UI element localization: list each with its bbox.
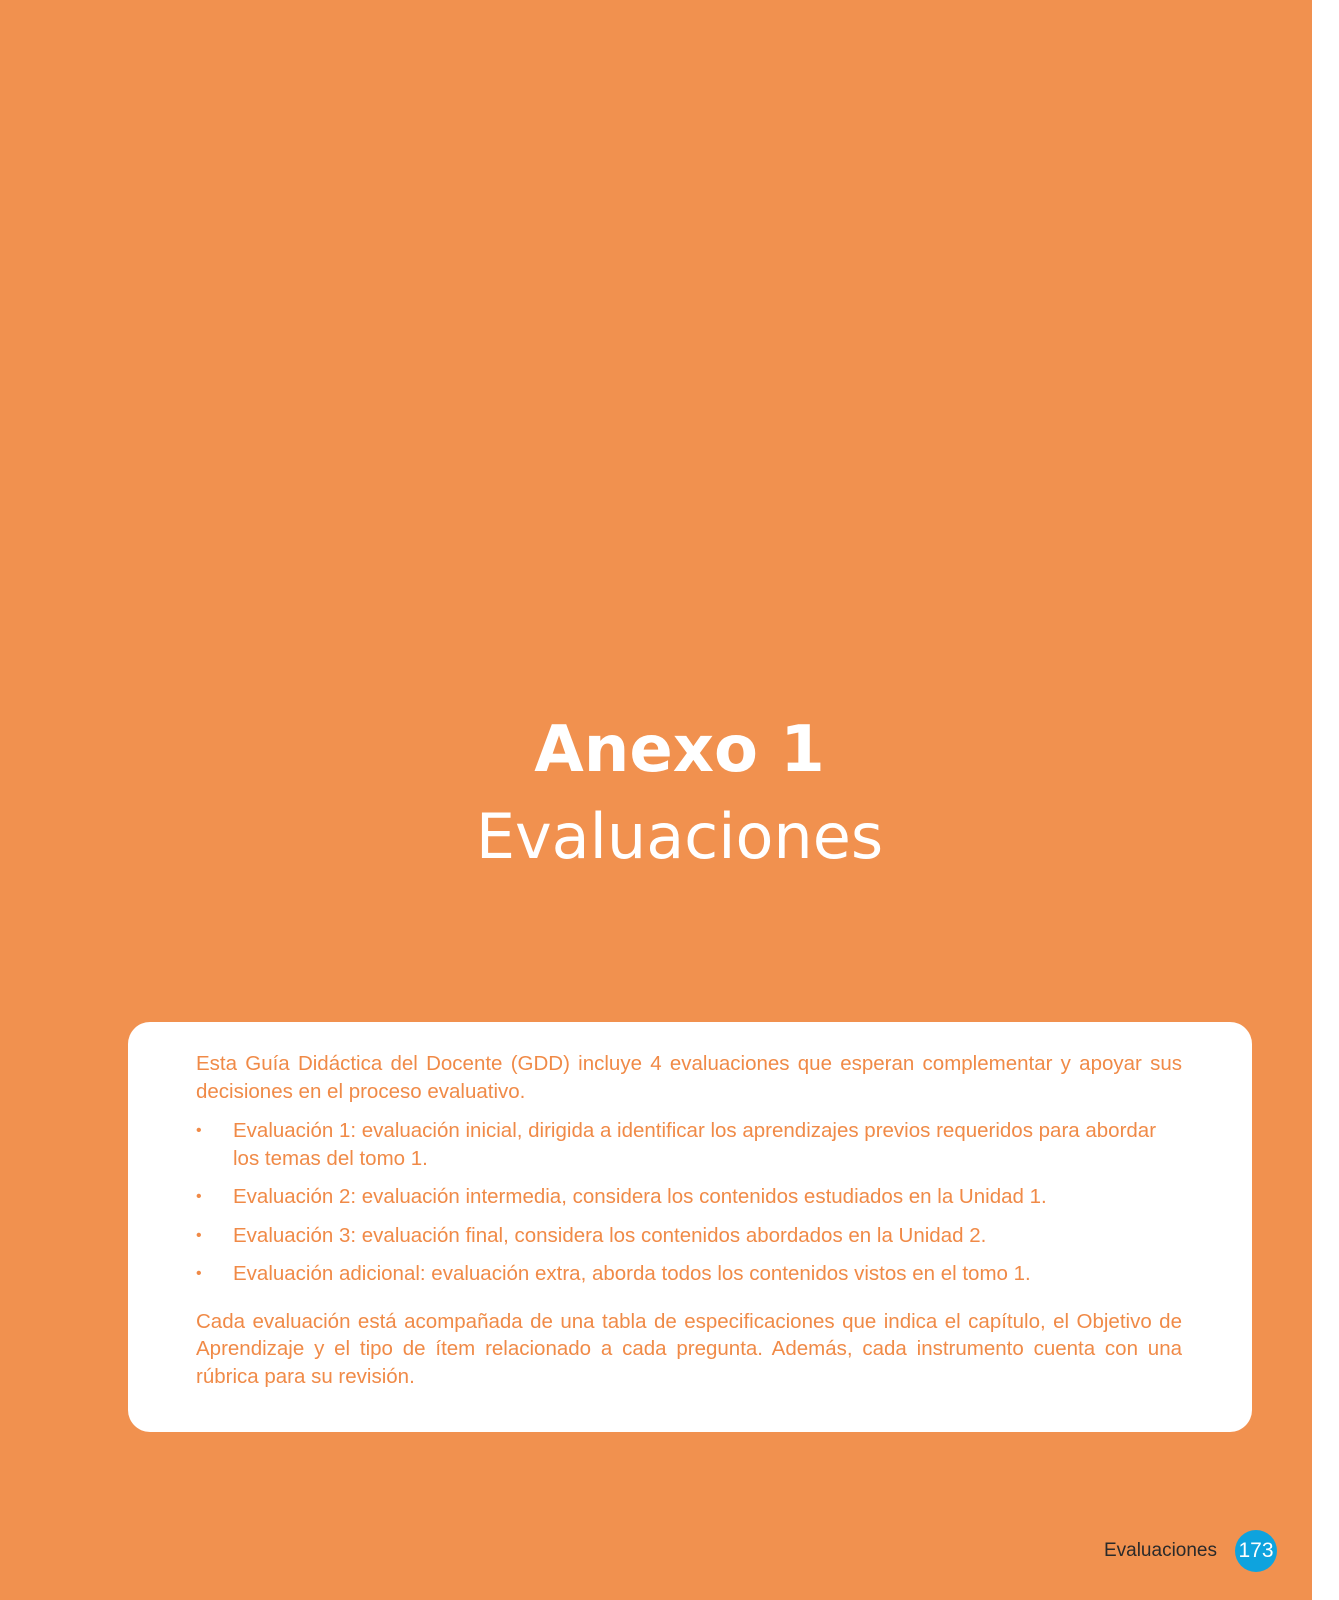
bullet-icon: • bbox=[196, 1265, 202, 1282]
bullet-icon: • bbox=[196, 1188, 202, 1205]
title-block bbox=[0, 708, 1339, 880]
list-item bbox=[196, 1183, 1182, 1211]
info-card bbox=[128, 1022, 1252, 1432]
list-item-text: Evaluación 2: evaluación intermedia, considera los contenidos estudiados en la Unidad 1. bbox=[233, 1185, 1047, 1208]
annex-subtitle: Evaluaciones bbox=[475, 800, 884, 873]
bullet-icon: • bbox=[196, 1226, 202, 1244]
evaluation-list bbox=[196, 1117, 1182, 1288]
outro-paragraph: Cada evaluación está acompañada de una tabla de especificaciones que indica el capítulo, el Objetivo de Aprendizaje y el tipo de ítem relacionado a cada pregunta. Además, cada instrumento cuenta con una rúbrica para su revisión. bbox=[196, 1309, 1182, 1388]
info-card-content bbox=[196, 1050, 1182, 1390]
list-item-text: Evaluación 1: evaluación inicial, dirigida a identificar los aprendizajes previos requeridos para abordar los temas del tomo 1. bbox=[233, 1119, 1157, 1170]
list-item-text: Evaluación 3: evaluación final, considera los contenidos abordados en la Unidad 2. bbox=[233, 1223, 987, 1247]
intro-paragraph: Esta Guía Didáctica del Docente (GDD) incluye 4 evaluaciones que esperan complementar y apoyar sus decisiones en el proceso evaluativo. bbox=[196, 1052, 1182, 1103]
page-footer bbox=[1104, 1530, 1277, 1572]
list-item bbox=[196, 1222, 1182, 1250]
list-item bbox=[196, 1117, 1182, 1172]
footer-section-label: Evaluaciones bbox=[1103, 1540, 1217, 1561]
annex-title: Anexo 1 bbox=[534, 713, 825, 787]
page-number-badge: 173 bbox=[1235, 1530, 1277, 1572]
bullet-icon: • bbox=[196, 1122, 202, 1139]
list-item bbox=[196, 1260, 1182, 1288]
list-item-text: Evaluación adicional: evaluación extra, aborda todos los contenidos vistos en el tomo 1. bbox=[233, 1262, 1031, 1285]
